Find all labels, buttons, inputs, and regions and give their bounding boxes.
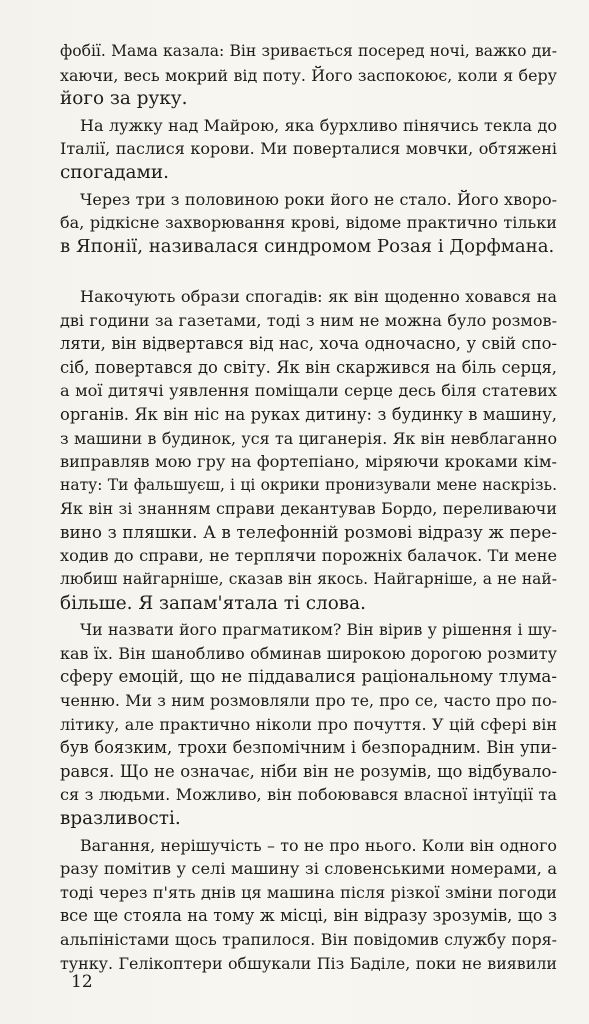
text-line: Вагання, нерішучість – то не про нього. Коли він одного xyxy=(80,835,557,855)
text-line: виправляв мою гру на фортепіано, міряючи кроками кім- xyxy=(60,452,557,472)
text-line: Через три з половиною роки його не стало. Його хворо- xyxy=(80,189,557,209)
text-line: Італії, паслися корови. Ми поверталися мовчки, обтяжені xyxy=(60,139,557,159)
text-line: нату: Ти фальшуєш, і ці окрики пронизували мене наскрізь. xyxy=(60,475,557,494)
text-line: його за руку. xyxy=(60,88,188,110)
paragraph-3 xyxy=(60,188,557,259)
text-line: спогадами. xyxy=(60,161,169,183)
page-text xyxy=(60,40,557,978)
text-line: більше. Я запам'ятала ті слова. xyxy=(60,592,366,614)
text-line: сферу емоцій, що не піддавалися раціональному тлума- xyxy=(60,666,557,687)
text-line: все ще стояла на тому ж місці, він відразу зрозумів, що з xyxy=(60,906,557,926)
page-number: 12 xyxy=(71,972,93,992)
text-line: ченню. Ми з ним розмовляли про те, про се, часто про по- xyxy=(60,691,557,711)
text-line: альпіністами щось трапилося. Він повідомив службу поря- xyxy=(60,929,557,949)
text-line: сіб, повертався до світу. Як він скаржився на біль серця, xyxy=(60,357,557,377)
text-line: любиш найгарніше, сказав він якось. Найгарніше, а не най- xyxy=(60,570,557,589)
paragraph-5 xyxy=(60,618,557,830)
text-line: вразливості. xyxy=(60,808,181,829)
text-line: хаючи, весь мокрий від поту. Його заспокоює, коли я беру xyxy=(60,65,557,85)
text-line: а мої дитячі уявлення поміщали серце десь біля статевих xyxy=(60,381,557,401)
text-line: Як він зі знанням справи декантував Бордо, переливаючи xyxy=(60,499,557,519)
text-line: в Японії, називалася синдромом Розая і Дорфмана. xyxy=(60,235,555,257)
text-line: кав їх. Він шанобливо обминав широкою дорогою розмиту xyxy=(60,643,557,663)
text-line: з машини в будинок, уся та циганерія. Як він невблаганно xyxy=(60,428,557,448)
text-line: дві години за газетами, тоді з ним не можна було розмов- xyxy=(60,310,557,330)
text-line: ходив до справи, не терплячи порожніх балачок. Ти мене xyxy=(60,546,557,566)
text-line: Чи назвати його прагматиком? Він вірив у рішення і шу- xyxy=(80,620,557,640)
paragraph-2 xyxy=(60,114,557,185)
text-line: ляти, він відвертався від нас, хоча одночасно, у свій спо- xyxy=(60,334,557,354)
text-line: Накочують образи спогадів: як він щоденно ховався на xyxy=(80,286,557,306)
text-line: тунку. Гелікоптери обшукали Піз Баділе, поки не виявили xyxy=(60,953,557,973)
text-line: літику, але практично ніколи про почуття. У цій сфері він xyxy=(60,714,557,734)
paragraph-4 xyxy=(60,285,557,615)
text-line: рався. Що не означає, ніби він не розумів, що відбувало- xyxy=(60,761,557,781)
text-line: фобії. Мама казала: Він зривається посеред ночі, важко ди- xyxy=(60,42,557,60)
text-line: вино з пляшки. А в телефонній розмові відразу ж пере- xyxy=(60,521,557,542)
text-line: разу помітив у селі машину зі словенськими номерами, а xyxy=(60,859,557,879)
section-gap xyxy=(60,261,557,285)
text-line: ся з людьми. Можливо, він побоювався власної інтуїції та xyxy=(60,785,557,805)
text-line: ба, рідкісне захворювання крові, відоме практично тільки xyxy=(60,213,557,233)
text-line: був боязким, трохи безпомічним і безпорадним. Він упи- xyxy=(60,738,557,758)
paragraph-1 xyxy=(60,40,557,111)
text-line: органів. Як він ніс на руках дитину: з будинку в машину, xyxy=(60,404,557,424)
text-line: На лужку над Майрою, яка бурхливо пінячись текла до xyxy=(80,115,557,135)
text-line: тоді через п'ять днів ця машина після різкої зміни погоди xyxy=(60,882,557,902)
paragraph-6 xyxy=(60,834,557,976)
